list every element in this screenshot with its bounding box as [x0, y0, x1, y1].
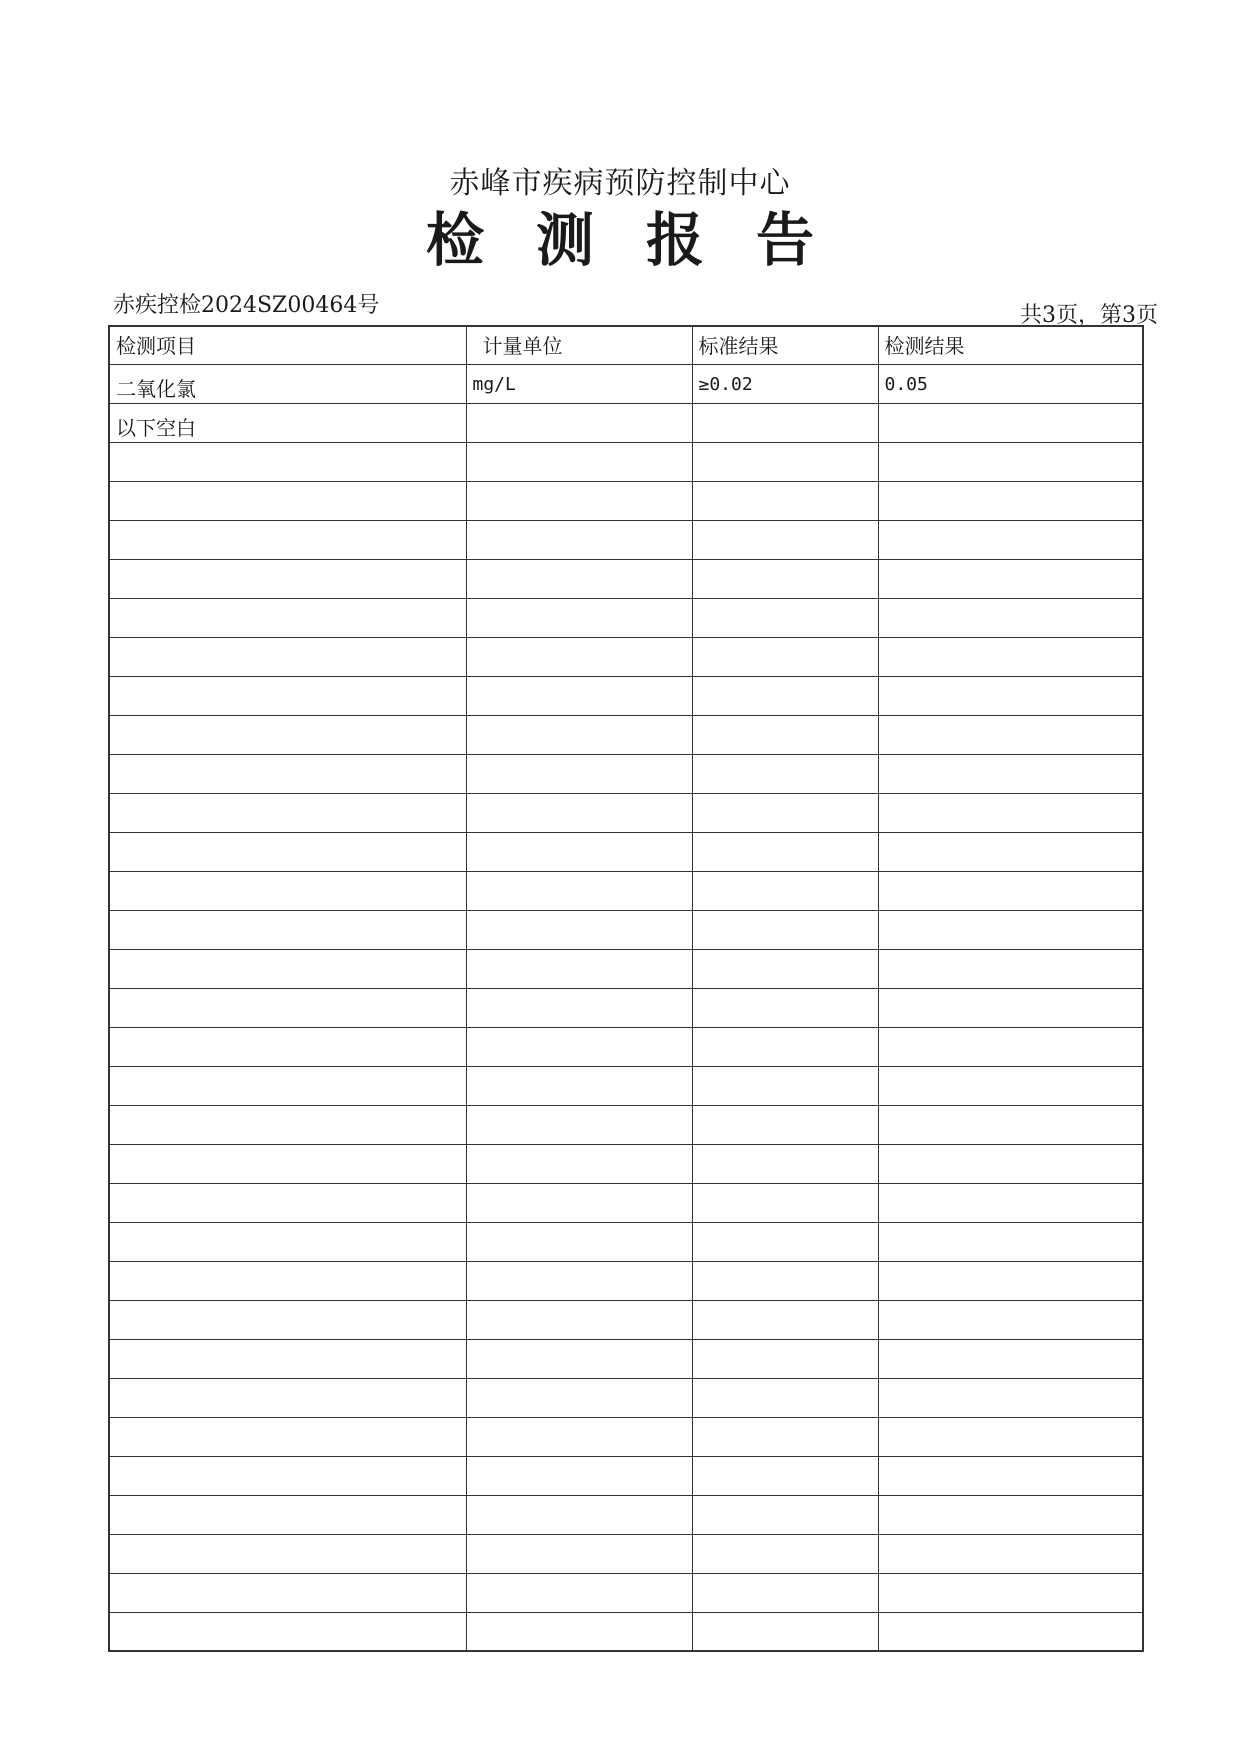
empty-cell — [878, 793, 1143, 832]
empty-cell — [692, 1612, 878, 1651]
empty-row — [109, 793, 1143, 832]
empty-cell — [692, 637, 878, 676]
empty-cell — [692, 871, 878, 910]
empty-cell — [692, 442, 878, 481]
empty-cell — [466, 1456, 692, 1495]
empty-row — [109, 1417, 1143, 1456]
empty-cell — [692, 1456, 878, 1495]
empty-cell — [692, 598, 878, 637]
organization-name: 赤峰市疾病预防控制中心 — [449, 166, 791, 201]
empty-cell — [109, 1261, 466, 1300]
empty-cell — [692, 1066, 878, 1105]
empty-row — [109, 1339, 1143, 1378]
empty-cell — [109, 1300, 466, 1339]
empty-cell — [109, 988, 466, 1027]
cell-result — [878, 403, 1143, 442]
empty-cell — [692, 715, 878, 754]
empty-row — [109, 1573, 1143, 1612]
empty-cell — [109, 1417, 466, 1456]
col-header-item: 检测项目 — [109, 326, 466, 364]
empty-cell — [878, 442, 1143, 481]
empty-cell — [109, 1183, 466, 1222]
results-table — [108, 325, 1144, 1652]
empty-cell — [466, 832, 692, 871]
empty-cell — [692, 832, 878, 871]
empty-cell — [109, 1573, 466, 1612]
empty-cell — [466, 1300, 692, 1339]
empty-cell — [692, 1339, 878, 1378]
empty-cell — [878, 1183, 1143, 1222]
empty-cell — [109, 1105, 466, 1144]
report-title: 检测报告 — [425, 206, 866, 274]
empty-cell — [878, 832, 1143, 871]
empty-cell — [878, 1105, 1143, 1144]
empty-cell — [878, 1456, 1143, 1495]
empty-cell — [692, 949, 878, 988]
empty-cell — [466, 637, 692, 676]
empty-cell — [878, 910, 1143, 949]
empty-row — [109, 949, 1143, 988]
empty-cell — [878, 481, 1143, 520]
empty-cell — [878, 1378, 1143, 1417]
cell-unit: mg/L — [466, 364, 692, 403]
empty-cell — [109, 754, 466, 793]
empty-row — [109, 520, 1143, 559]
empty-cell — [878, 598, 1143, 637]
empty-cell — [466, 715, 692, 754]
empty-row — [109, 910, 1143, 949]
empty-cell — [692, 1183, 878, 1222]
empty-row — [109, 676, 1143, 715]
empty-row — [109, 1495, 1143, 1534]
empty-cell — [466, 1417, 692, 1456]
empty-row — [109, 442, 1143, 481]
empty-cell — [466, 598, 692, 637]
empty-cell — [466, 1027, 692, 1066]
empty-cell — [878, 1144, 1143, 1183]
empty-cell — [109, 793, 466, 832]
empty-cell — [692, 481, 878, 520]
empty-cell — [878, 1339, 1143, 1378]
cell-item: 二氧化氯 — [109, 364, 466, 403]
empty-cell — [878, 637, 1143, 676]
empty-cell — [878, 1495, 1143, 1534]
empty-cell — [878, 949, 1143, 988]
empty-row — [109, 598, 1143, 637]
empty-cell — [466, 676, 692, 715]
empty-cell — [466, 1105, 692, 1144]
empty-cell — [878, 1300, 1143, 1339]
empty-cell — [109, 1456, 466, 1495]
empty-cell — [466, 910, 692, 949]
empty-cell — [692, 520, 878, 559]
empty-row — [109, 637, 1143, 676]
empty-cell — [109, 1027, 466, 1066]
empty-row — [109, 1300, 1143, 1339]
empty-cell — [878, 715, 1143, 754]
empty-row — [109, 559, 1143, 598]
empty-cell — [692, 910, 878, 949]
col-header-standard: 标准结果 — [692, 326, 878, 364]
empty-cell — [878, 754, 1143, 793]
empty-cell — [878, 559, 1143, 598]
empty-row — [109, 1222, 1143, 1261]
empty-cell — [466, 1573, 692, 1612]
cell-standard — [692, 403, 878, 442]
empty-cell — [878, 1261, 1143, 1300]
empty-cell — [466, 1339, 692, 1378]
empty-cell — [692, 1261, 878, 1300]
empty-cell — [109, 598, 466, 637]
empty-cell — [692, 1105, 878, 1144]
empty-cell — [692, 1378, 878, 1417]
empty-cell — [109, 1378, 466, 1417]
empty-cell — [109, 1222, 466, 1261]
empty-cell — [466, 754, 692, 793]
empty-cell — [878, 1027, 1143, 1066]
empty-cell — [466, 1261, 692, 1300]
empty-cell — [109, 1339, 466, 1378]
empty-cell — [692, 1222, 878, 1261]
empty-row — [109, 1456, 1143, 1495]
empty-cell — [109, 949, 466, 988]
empty-cell — [692, 1027, 878, 1066]
empty-cell — [466, 1066, 692, 1105]
table-row — [109, 364, 1143, 403]
empty-cell — [109, 1534, 466, 1573]
table-row — [109, 403, 1143, 442]
empty-cell — [466, 1222, 692, 1261]
empty-row — [109, 832, 1143, 871]
empty-cell — [878, 520, 1143, 559]
cell-item: 以下空白 — [109, 403, 466, 442]
empty-cell — [466, 793, 692, 832]
empty-cell — [466, 1495, 692, 1534]
empty-cell — [466, 442, 692, 481]
empty-cell — [109, 871, 466, 910]
empty-cell — [109, 832, 466, 871]
empty-cell — [466, 1183, 692, 1222]
empty-cell — [466, 1534, 692, 1573]
empty-row — [109, 871, 1143, 910]
empty-cell — [692, 1573, 878, 1612]
empty-cell — [466, 988, 692, 1027]
empty-cell — [692, 676, 878, 715]
empty-row — [109, 1534, 1143, 1573]
empty-cell — [109, 481, 466, 520]
empty-cell — [466, 1378, 692, 1417]
empty-cell — [466, 1612, 692, 1651]
cell-unit — [466, 403, 692, 442]
empty-cell — [466, 559, 692, 598]
empty-cell — [878, 1534, 1143, 1573]
col-header-result: 检测结果 — [878, 326, 1143, 364]
empty-cell — [109, 442, 466, 481]
empty-cell — [466, 481, 692, 520]
empty-row — [109, 1027, 1143, 1066]
empty-cell — [109, 715, 466, 754]
empty-row — [109, 1144, 1143, 1183]
empty-cell — [692, 1534, 878, 1573]
empty-row — [109, 754, 1143, 793]
empty-row — [109, 1183, 1143, 1222]
empty-cell — [466, 1144, 692, 1183]
empty-cell — [878, 1066, 1143, 1105]
empty-cell — [109, 1144, 466, 1183]
empty-cell — [109, 637, 466, 676]
empty-row — [109, 481, 1143, 520]
empty-row — [109, 1378, 1143, 1417]
empty-row — [109, 1612, 1143, 1651]
empty-cell — [692, 559, 878, 598]
empty-cell — [692, 754, 878, 793]
empty-cell — [466, 871, 692, 910]
empty-cell — [466, 949, 692, 988]
report-number: 赤疾控检2024SZ00464号 — [113, 293, 380, 318]
empty-cell — [692, 988, 878, 1027]
cell-standard: ≥0.02 — [692, 364, 878, 403]
empty-cell — [878, 988, 1143, 1027]
page-info: 共3页，第3页 — [1020, 303, 1158, 328]
empty-cell — [109, 910, 466, 949]
empty-row — [109, 988, 1143, 1027]
empty-cell — [109, 1066, 466, 1105]
empty-row — [109, 1105, 1143, 1144]
empty-row — [109, 1261, 1143, 1300]
empty-cell — [878, 1222, 1143, 1261]
empty-cell — [109, 520, 466, 559]
empty-cell — [466, 520, 692, 559]
empty-cell — [109, 676, 466, 715]
empty-cell — [878, 1612, 1143, 1651]
table-header-row — [109, 326, 1143, 364]
empty-row — [109, 1066, 1143, 1105]
empty-cell — [692, 1300, 878, 1339]
empty-cell — [878, 1417, 1143, 1456]
cell-result: 0.05 — [878, 364, 1143, 403]
empty-cell — [878, 1573, 1143, 1612]
empty-cell — [692, 1417, 878, 1456]
col-header-unit: 计量单位 — [466, 326, 692, 364]
empty-cell — [109, 559, 466, 598]
empty-cell — [109, 1612, 466, 1651]
empty-cell — [878, 676, 1143, 715]
empty-cell — [692, 1495, 878, 1534]
empty-cell — [692, 1144, 878, 1183]
empty-row — [109, 715, 1143, 754]
empty-cell — [109, 1495, 466, 1534]
empty-cell — [878, 871, 1143, 910]
empty-cell — [692, 793, 878, 832]
